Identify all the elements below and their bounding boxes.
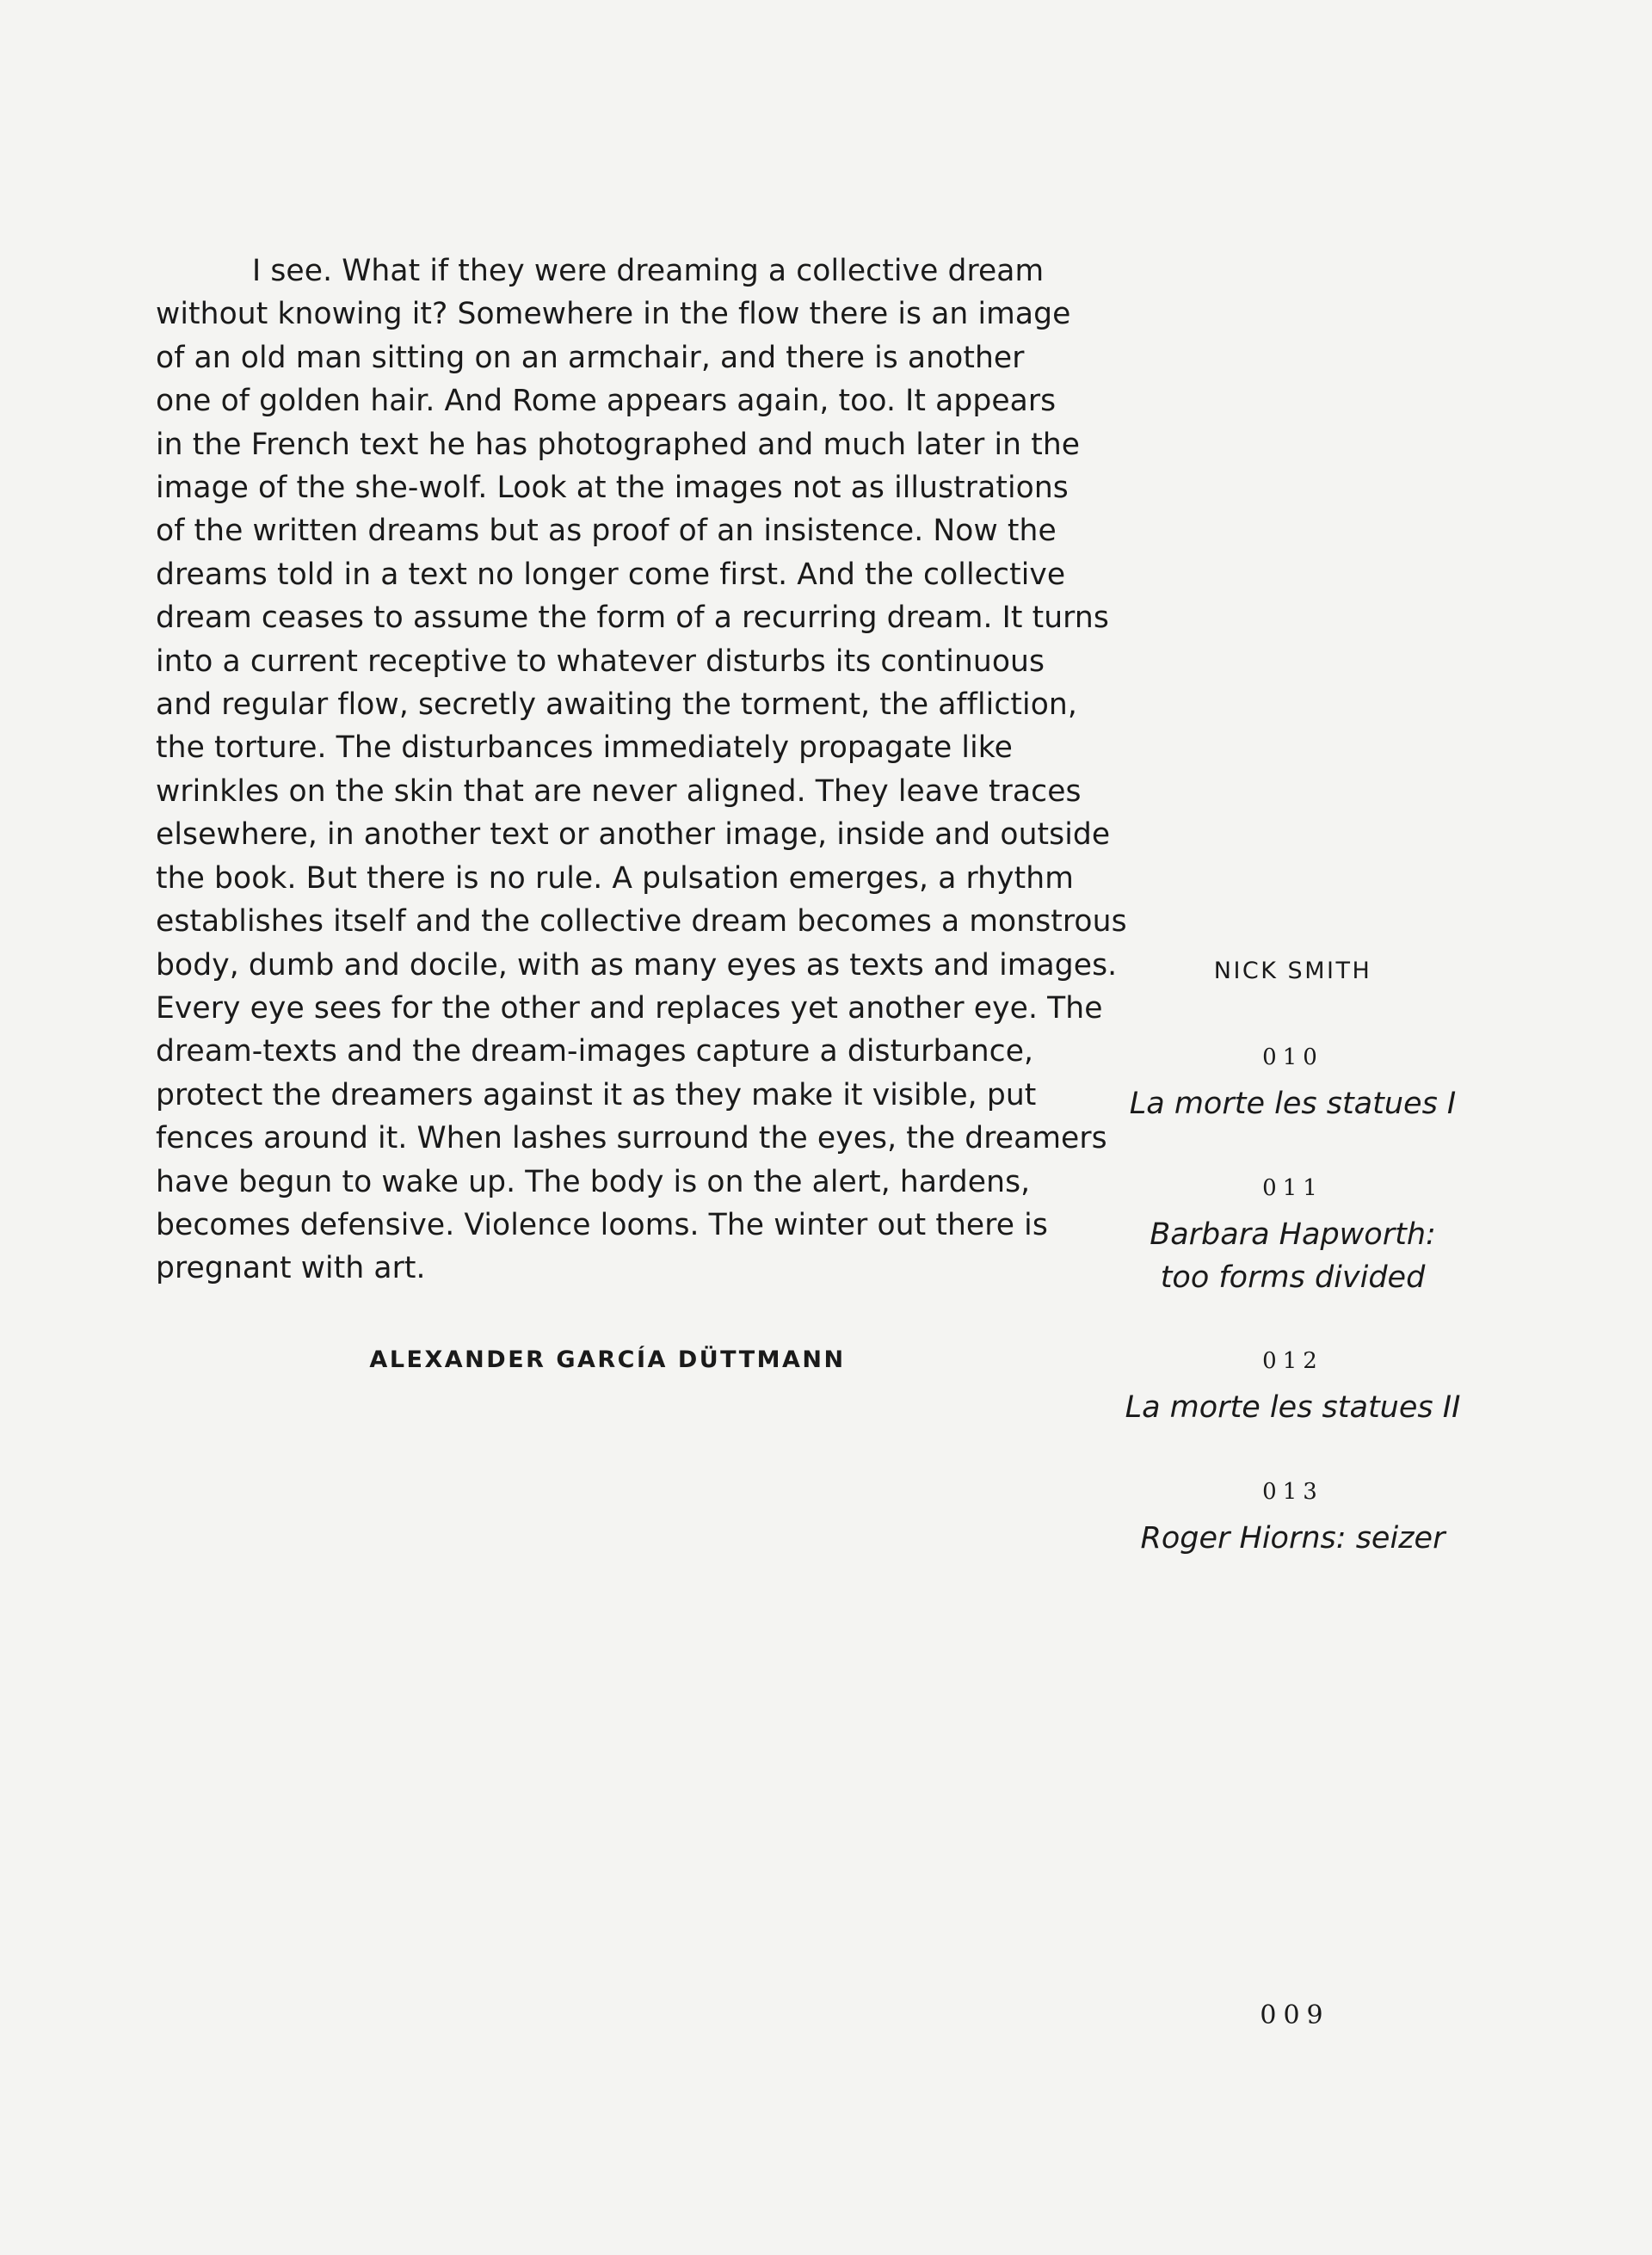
artwork-title: too forms divided <box>1160 1260 1426 1295</box>
essay-line: of the written dreams but as proof of an insistence. Now the <box>156 514 1057 549</box>
essay-line: in the French text he has photographed and much later in the <box>156 427 1081 462</box>
page-number: 009 <box>1260 2000 1330 2030</box>
essay-line: of an old man sitting on an armchair, and there is another <box>156 340 1025 375</box>
essay-line: wrinkles on the skin that are never aligned. They leave traces <box>156 773 1082 809</box>
artwork-number: 011 <box>1262 1175 1323 1201</box>
essay-line: Every eye sees for the other and replaces yet another eye. The <box>156 990 1103 1026</box>
artwork-number: 013 <box>1262 1479 1323 1505</box>
essay-line: have begun to wake up. The body is on the alert, hardens, <box>156 1164 1031 1199</box>
essay-line: body, dumb and docile, with as many eyes as texts and images. <box>156 947 1118 983</box>
essay-line: establishes itself and the collective dream becomes a monstrous <box>156 904 1127 940</box>
artwork-entry <box>1097 1174 1489 1299</box>
essay-author: ALEXANDER GARCÍA DÜTTMANN <box>369 1346 846 1373</box>
essay-line: dreams told in a text no longer come first. And the collective <box>156 557 1066 592</box>
artwork-entry <box>1097 1043 1489 1125</box>
essay-line: I see. What if they were dreaming a collective dream <box>252 254 1045 288</box>
essay-text <box>156 250 1127 1291</box>
essay-line: one of golden hair. And Rome appears again, too. It appears <box>156 384 1057 419</box>
essay-line: image of the she-wolf. Look at the images not as illustrations <box>156 471 1069 506</box>
essay-line: the book. But there is no rule. A pulsation emerges, a rhythm <box>156 860 1074 896</box>
artwork-title: Roger Hiorns: seizer <box>1140 1521 1446 1556</box>
essay-line: into a current receptive to whatever disturbs its continuous <box>156 644 1045 679</box>
essay-line: and regular flow, secretly awaiting the torment, the affliction, <box>156 687 1077 723</box>
artist-name: NICK SMITH <box>1213 958 1372 984</box>
essay-line: the torture. The disturbances immediately propagate like <box>156 730 1013 766</box>
essay-line: fences around it. When lashes surround the eyes, the dreamers <box>156 1121 1107 1156</box>
essay-line: pregnant with art. <box>156 1251 426 1286</box>
essay-line: without knowing it? Somewhere in the flow there is an image <box>156 297 1071 332</box>
artwork-title: La morte les statues I <box>1129 1087 1457 1121</box>
artwork-title: La morte les statues II <box>1125 1390 1461 1425</box>
essay-line: elsewhere, in another text or another image, inside and outside <box>156 817 1111 853</box>
artwork-entry <box>1097 1477 1489 1560</box>
essay-line: dream-texts and the dream-images capture a disturbance, <box>156 1034 1034 1069</box>
essay-line: protect the dreamers against it as they make it visible, put <box>156 1077 1037 1112</box>
essay-line: dream ceases to assume the form of a recurring dream. It turns <box>156 601 1109 636</box>
artwork-entry <box>1097 1346 1489 1429</box>
artwork-number: 010 <box>1262 1044 1323 1070</box>
essay-line: becomes defensive. Violence looms. The winter out there is <box>156 1207 1048 1242</box>
artwork-number: 012 <box>1262 1348 1323 1374</box>
artwork-title: Barbara Hapworth: <box>1150 1217 1436 1252</box>
